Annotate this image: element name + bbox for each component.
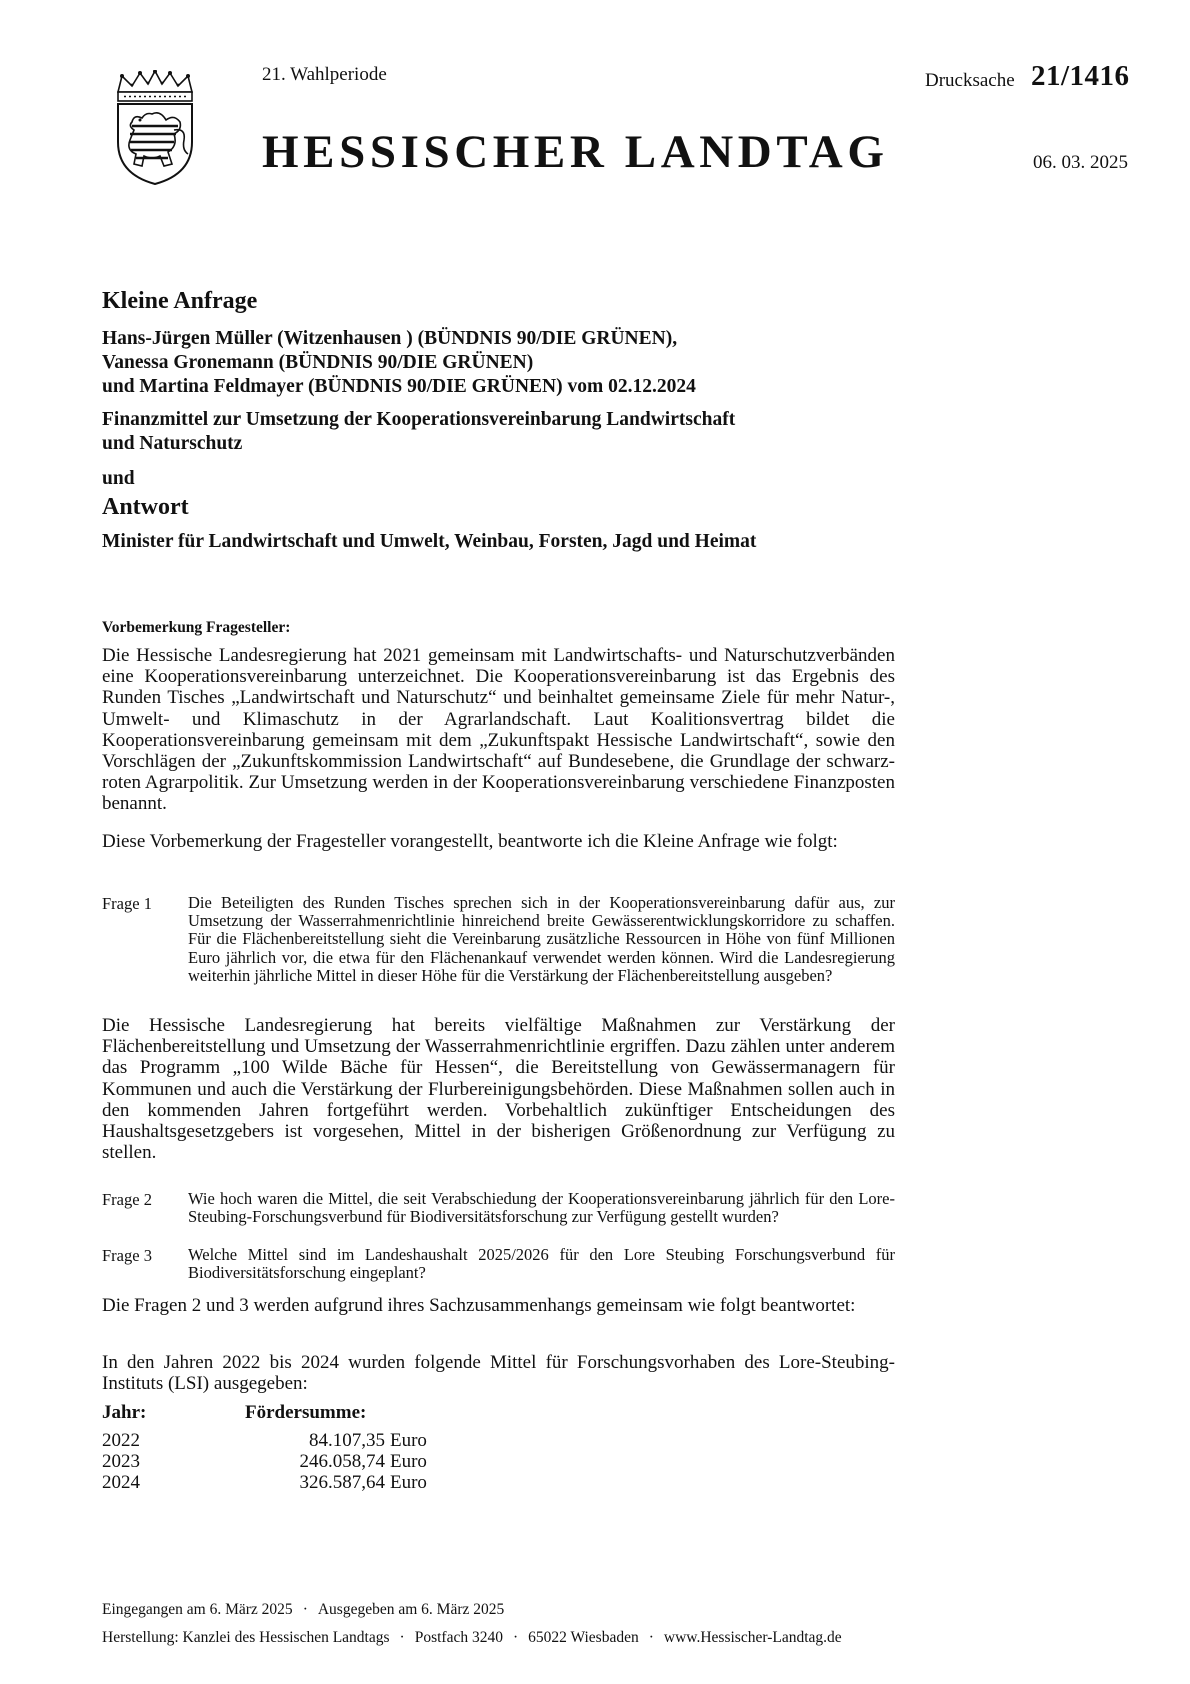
separator-dot: · (512, 1629, 519, 1646)
amount-cell: 84.107,35 (309, 1430, 385, 1451)
unit-cell: Euro (390, 1451, 427, 1472)
answer-text-joint: In den Jahren 2022 bis 2024 wurden folgende Mittel für Forschungsvorhaben des Lore-Steubing-Instituts (LSI) ausgegeben: (102, 1352, 895, 1395)
answer-heading: Antwort (102, 494, 189, 520)
answer-text: Die Hessische Landesregierung hat bereits vielfältige Maßnahmen zur Verstärkung der Flächenbereitstellung und Umsetzung der Wasserrahmenrichtlinie ergriffen. Dazu zählen unter anderem das Programm „100 Wilde Bäche für Hessen“, die Bereitstellung von Gewässermanagern für Kommunen und auch die Verstärkung der Flurbereinigungsbehörden. Diese Maßnahmen sollen auch in den kommenden Jahren fortgeführt werden. Vorbehaltlich zukünftiger Entscheidungen des Haushaltsgesetzgebers ist vorgesehen, Mittel in der bisherigen Größenordnung zur Verfügung zu stellen. (102, 1015, 895, 1164)
question-label: Frage 1 (102, 894, 152, 913)
unit-cell: Euro (390, 1430, 427, 1451)
question-label: Frage 3 (102, 1246, 152, 1265)
question-text: Welche Mittel sind im Landeshaushalt 2025/2026 für den Lore Steubing Forschungsverbund für Biodiversitätsforschung eingeplant? (188, 1245, 895, 1283)
footer-dates (102, 1601, 504, 1619)
website-link[interactable]: www.Hessischer-Landtag.de (663, 1629, 842, 1646)
table-header-row (102, 1402, 427, 1430)
preliminary-remark-text: Die Hessische Landesregierung hat 2021 gemeinsam mit Landwirtschafts- und Naturschutzverbänden eine Kooperationsvereinbarung unterzeichnet. Die Kooperationsvereinbarung ist das Ergebnis des Runden Tisches „Landwirtschaft und Naturschutz“ und beinhaltet gemeinsame Ziele für mehr Natur-, Umwelt- und Klimaschutz in der Agrarlandschaft. Laut Koalitionsvertrag bildet die Kooperationsvereinbarung gemeinsam mit dem „Zukunftspakt Hessische Landwirtschaft“, sowie den Vorschlägen der „Zukunftskommission Landwirtschaft“ auf Bundesebene, die Grundlage der schwarz-roten Agrarpolitik. Zur Umsetzung werden in der Kooperationsvereinbarung verschiedene Finanzposten benannt. (102, 645, 895, 815)
separator-dot: · (648, 1629, 654, 1646)
document-date: 06. 03. 2025 (1033, 152, 1128, 173)
drucksache-number: 21/1416 (1031, 60, 1130, 92)
question-label: Frage 2 (102, 1190, 152, 1209)
issued-date: Ausgegeben am 6. März 2025 (317, 1601, 505, 1618)
year-cell: 2023 (102, 1451, 140, 1472)
column-header-amount: Fördersumme: (245, 1402, 367, 1423)
author-line: Vanessa Gronemann (BÜNDNIS 90/DIE GRÜNEN) (102, 352, 534, 373)
preliminary-remark-heading: Vorbemerkung Fragesteller: (102, 619, 291, 636)
author-line: und Martina Feldmayer (BÜNDNIS 90/DIE GRÜNEN) vom 02.12.2024 (102, 376, 696, 397)
amount-cell: 326.587,64 (299, 1472, 385, 1493)
producer: Herstellung: Kanzlei des Hessischen Landtags (102, 1629, 390, 1646)
question-text: Wie hoch waren die Mittel, die seit Verabschiedung der Kooperationsvereinbarung jährlich für den Lore-Steubing-Forschungsverbund für Biodiversitätsforschung zur Verfügung gestellt wurden? (188, 1189, 895, 1227)
drucksache-label: Drucksache (925, 70, 1015, 91)
topic-line: Finanzmittel zur Umsetzung der Kooperationsvereinbarung Landwirtschaft (102, 409, 736, 430)
received-date: Eingegangen am 6. März 2025 (102, 1601, 293, 1618)
authors-block (102, 327, 696, 399)
separator-dot: · (399, 1629, 405, 1646)
funding-table (102, 1402, 427, 1493)
postfach: Postfach 3240 (414, 1629, 503, 1646)
minister-line: Minister für Landwirtschaft und Umwelt, Weinbau, Forsten, Jagd und Heimat (102, 531, 757, 552)
author-line: Hans-Jürgen Müller (Witzenhausen ) (BÜNDNIS 90/DIE GRÜNEN), (102, 328, 678, 349)
und-connector: und (102, 468, 135, 489)
year-cell: 2024 (102, 1472, 140, 1493)
footer-imprint (102, 1629, 842, 1647)
parliament-title: HESSISCHER LANDTAG (262, 126, 889, 178)
unit-cell: Euro (390, 1472, 427, 1493)
answer-intro: Diese Vorbemerkung der Fragesteller vorangestellt, beantworte ich die Kleine Anfrage wie folgt: (102, 831, 838, 852)
topic-block (102, 408, 735, 456)
column-header-year: Jahr: (102, 1402, 147, 1423)
separator-dot: · (302, 1601, 308, 1618)
city-address: 65022 Wiesbaden (528, 1629, 639, 1646)
table-row (102, 1430, 427, 1451)
question-text: Die Beteiligten des Runden Tisches sprechen sich in der Kooperationsvereinbarung dafür aus, zur Umsetzung der Wasserrahmenrichtlinie hinreichend breite Gewässerentwicklungskorridore zu schaffen. Für die Flächenbereitstellung sieht die Vereinbarung zusätzliche Ressourcen in Höhe von fünf Millionen Euro jährlich vor, die etwa für den Flächenankauf verwendet werden können. Wird die Landesregierung weiterhin jährliche Mittel in dieser Höhe für die Verstärkung der Flächenbereitstellung ausgeben? (188, 893, 895, 985)
amount-cell: 246.058,74 (299, 1451, 385, 1472)
year-cell: 2022 (102, 1430, 140, 1451)
topic-line: und Naturschutz (102, 433, 243, 454)
inquiry-heading: Kleine Anfrage (102, 288, 258, 314)
wahlperiode: 21. Wahlperiode (262, 64, 387, 85)
table-row (102, 1451, 427, 1472)
table-row (102, 1472, 427, 1493)
answer-intro-joint: Die Fragen 2 und 3 werden aufgrund ihres Sachzusammenhangs gemeinsam wie folgt beantwortet: (102, 1295, 856, 1316)
hessen-coat-of-arms-icon (112, 70, 198, 186)
